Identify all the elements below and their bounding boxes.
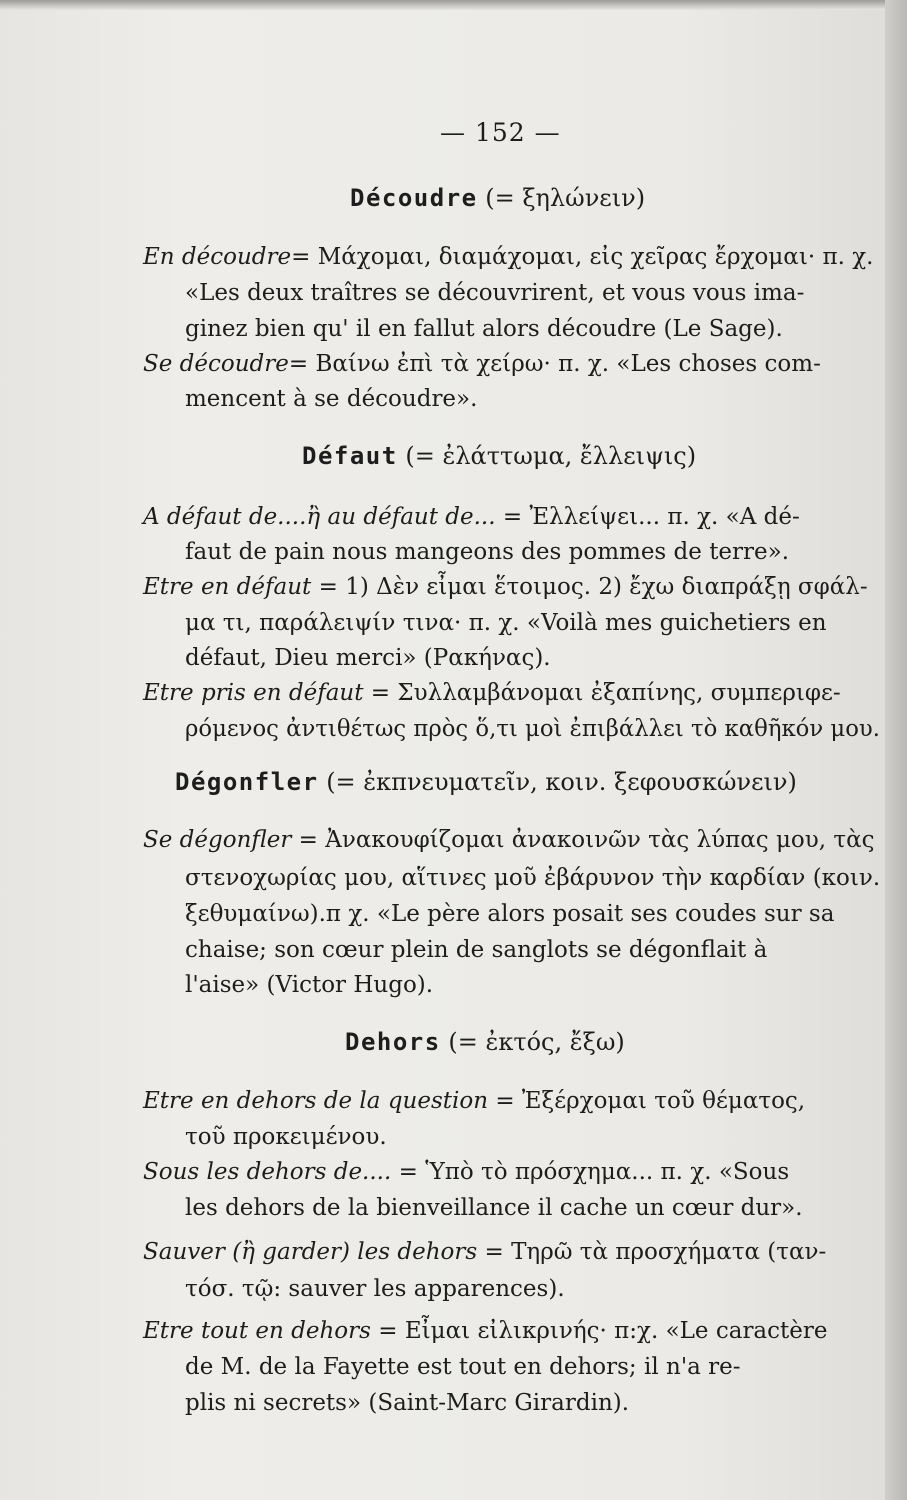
entry-text: μα τι, παράλειψίν τινα· π. χ. «Voilà mes guichetiers en [185,610,827,636]
section-heading-decoudre [350,184,645,212]
entry-line [143,823,875,858]
entry-text: «Les deux traîtres se découvrirent, et vous vous ima- [185,280,805,306]
page-top-edge [0,0,907,10]
section-heading-defaut [302,442,696,470]
entry-text: = Ἀνακουφίζομαι ἀνακοινῶν τὰς λύπας μου, τὰς [291,827,875,853]
entry-text: plis ni secrets» (Saint-Marc Girardin). [185,1390,630,1416]
entry-text: ξεθυμαίνω).π χ. «Le père alors posait ses coudes sur sa [185,901,835,927]
entry-text: = 1) Δὲν εἶμαι ἕτοιμος. 2) ἔχω διαπράξῃ σφάλ- [311,574,868,600]
entry-text: = Τηρῶ τὰ προσχήματα (ταν- [477,1239,827,1265]
entry-term: Etre en défaut [143,574,312,600]
entry-text: τοῦ προκειμένου. [185,1124,387,1150]
entry-text: ginez bien qu' il en fallut alors découdre (Le Sage). [185,316,783,342]
entry-text: = Εἶμαι εἰλικρινής· π:χ. «Le caractère [370,1318,828,1344]
entry-term: Se dégonfler [143,827,292,853]
entry-text: τόσ. τῷ: sauver les apparences). [185,1276,565,1302]
entry-text: ρόμενος ἀντιθέτως πρὸς ὅ,τι μοὶ ἐπιβάλλει τὸ καθῆκόν μου. [185,716,880,742]
entry-line [185,1120,387,1155]
section-heading-dehors [345,1028,625,1056]
entry-line [185,933,767,968]
entry-line [185,312,783,347]
entry-line [143,1314,828,1349]
entry-term: Sous les dehors de.... [143,1159,392,1185]
entry-text: chaise; son cœur plein de sanglots se dégonflait à [185,937,768,963]
entry-line [185,1191,803,1226]
entry-line [185,1350,741,1385]
entry-line [185,1272,565,1307]
entry-term: A défaut de....ἢ au défaut de... [143,504,496,530]
entry-text: = Μάχομαι, διαμάχομαι, εἰς χεῖρας ἔρχομαι· π. χ. [291,244,874,270]
entry-line [185,968,433,1003]
heading-french: Défaut [302,442,398,470]
entry-text: les dehors de la bienveillance il cache un cœur dur». [185,1195,803,1221]
entry-line [143,1084,805,1119]
page-number: — 152 — [440,118,561,147]
entry-text: = Συλλαμβάνομαι ἐξαπίνης, συμπεριφε- [363,680,841,706]
heading-greek: (= ξηλώνειν) [485,184,646,212]
entry-text: = Ἐξέρχομαι τοῦ θέματος, [488,1088,806,1114]
entry-line [185,606,827,641]
book-spine-shadow [885,0,907,1500]
entry-term: Se découdre [143,351,289,377]
heading-greek: (= ἐκπνευματεῖν, κοιν. ξεφουσκώνειν) [326,768,797,796]
entry-text: = Βαίνω ἐπὶ τὰ χείρω· π. χ. «Les choses com- [288,351,821,377]
entry-line [143,676,841,711]
entry-line [185,861,880,896]
entry-line [185,535,789,570]
entry-term: Sauver (ἢ garder) les dehors [143,1239,478,1265]
entry-text: défaut, Dieu merci» (Ρακήνας). [185,645,551,671]
entry-line [143,1155,789,1190]
entry-text: de M. de la Fayette est tout en dehors; il n'a re- [185,1354,741,1380]
entry-line [185,1386,629,1421]
entry-term: En découdre [143,244,292,270]
entry-line [143,570,868,605]
entry-text: l'aise» (Victor Hugo). [185,972,434,998]
heading-french: Découdre [350,184,478,212]
entry-line [143,240,873,275]
entry-line [143,347,821,382]
heading-greek: (= ἐλάττωμα, ἔλλειψις) [405,442,697,470]
entry-line [185,382,477,417]
section-heading-degonfler [175,768,797,796]
entry-line [143,500,800,535]
entry-text: στενοχωρίας μου, αἵτινες μοῦ ἐβάρυνον τὴν καρδίαν (κοιν. [185,865,881,891]
entry-line [143,1235,826,1270]
entry-line [185,897,834,932]
entry-term: Etre en dehors de la question [143,1088,489,1114]
entry-line [185,641,551,676]
entry-term: Etre tout en dehors [143,1318,371,1344]
entry-text: = Ὑπὸ τὸ πρόσχημα... π. χ. «Sous [391,1159,790,1185]
entry-text: mencent à se découdre». [185,386,478,412]
entry-text: faut de pain nous mangeons des pommes de terre». [185,539,790,565]
entry-line [185,276,804,311]
heading-greek: (= ἐκτός, ἔξω) [448,1028,625,1056]
heading-french: Dehors [345,1028,441,1056]
entry-term: Etre pris en défaut [143,680,364,706]
entry-line [185,712,880,747]
heading-french: Dégonfler [175,768,319,796]
entry-text: = Ἐλλείψει... π. χ. «A dé- [495,504,800,530]
